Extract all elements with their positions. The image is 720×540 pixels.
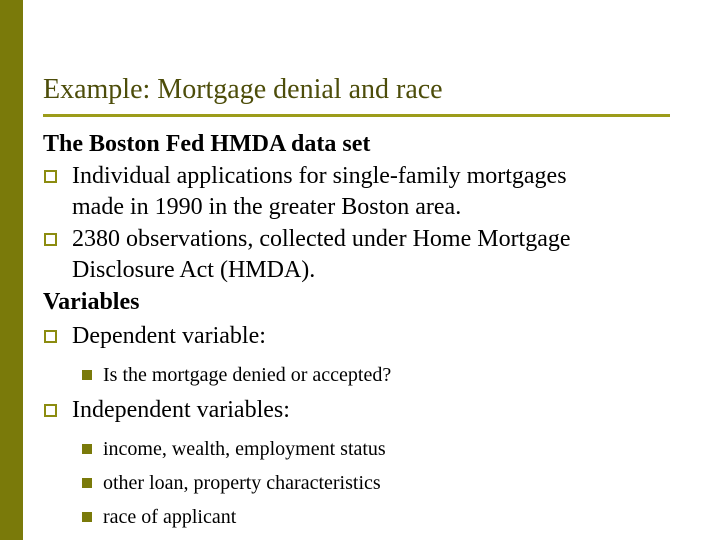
bullet-item <box>43 223 703 255</box>
sub-bullet-text: income, wealth, employment status <box>103 438 386 460</box>
filled-square-bullet-icon <box>82 478 92 488</box>
bullet-continuation: Disclosure Act (HMDA). <box>72 257 316 283</box>
hollow-square-bullet-icon <box>44 404 57 417</box>
sub-bullet-text: Is the mortgage denied or accepted? <box>103 364 392 386</box>
hollow-square-bullet-icon <box>44 233 57 246</box>
sub-bullet-text: race of applicant <box>103 506 237 528</box>
hollow-square-bullet-icon <box>44 170 57 183</box>
sub-bullet-item <box>43 432 703 466</box>
bullet-text: Independent variables: <box>72 397 290 423</box>
sub-bullet-item <box>43 500 703 534</box>
bullet-item-dependent <box>43 320 703 352</box>
filled-square-bullet-icon <box>82 370 92 380</box>
slide-title: Example: Mortgage denial and race <box>43 74 443 105</box>
bullet-continuation: made in 1990 in the greater Boston area. <box>72 194 462 220</box>
sub-bullet-item <box>43 466 703 500</box>
slide-body <box>43 128 703 534</box>
filled-square-bullet-icon <box>82 512 92 522</box>
sub-bullet-item <box>43 358 703 392</box>
bullet-text: Individual applications for single-family mortgages <box>72 163 567 189</box>
bullet-text: 2380 observations, collected under Home Mortgage <box>72 226 571 252</box>
section-heading-variables: Variables <box>43 289 140 315</box>
title-underline <box>43 114 670 117</box>
sub-bullet-text: other loan, property characteristics <box>103 472 381 494</box>
bullet-item <box>43 160 703 192</box>
filled-square-bullet-icon <box>82 444 92 454</box>
bullet-text: Dependent variable: <box>72 323 266 349</box>
hollow-square-bullet-icon <box>44 330 57 343</box>
bullet-item-independent <box>43 394 703 426</box>
section-heading-dataset: The Boston Fed HMDA data set <box>43 131 371 157</box>
side-accent-bar <box>0 0 23 540</box>
